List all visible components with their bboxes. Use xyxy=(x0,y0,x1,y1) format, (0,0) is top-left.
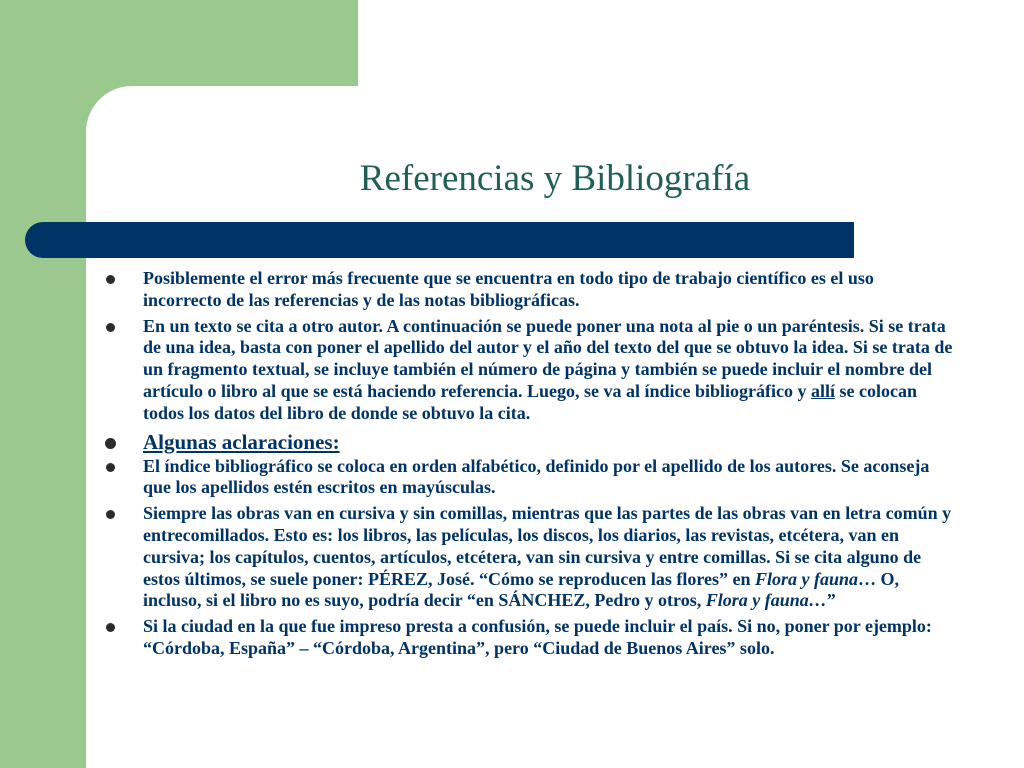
bullet-item-common-error xyxy=(104,268,954,312)
bullet-text: El índice bibliográfico se coloca en orden alfabético, definido por el apellido de los autores. Se aconseja que los apellidos estén escritos en mayúsculas. xyxy=(143,455,930,498)
bullet-text-part2: … O, incluso, si el libro no es suyo, podría decir “en SÁNCHEZ, Pedro y otros, xyxy=(143,568,900,611)
bullet-item-citing-author xyxy=(104,316,954,425)
title-underline-bar xyxy=(25,222,854,258)
italic-book-title-2: Flora y fauna… xyxy=(705,590,827,611)
alli-link[interactable]: allí xyxy=(810,380,835,401)
bullet-dot-icon xyxy=(106,275,115,284)
bullet-dot-icon xyxy=(106,623,115,632)
bullet-item-clarifications-heading xyxy=(104,429,954,455)
bullet-dot-icon xyxy=(106,463,115,472)
bullet-item-city-country xyxy=(104,616,954,660)
bullet-text-part3: ” xyxy=(826,590,836,611)
bullet-text-part1: Siempre las obras van en cursiva y sin comillas, mientras que las partes de las obras van en letra común y entrecomillados. Esto es: los libros, las películas, los discos, los diarios, las revistas, etcétera, van en cursiva; los capítulos, cuentos, artículos, etcétera, van sin cursiva y entre comillas. Si se cita alguno de estos últimos, se suele poner: PÉREZ, José. “Cómo se reproducen las flores” en xyxy=(143,503,952,589)
bullet-dot-icon xyxy=(106,323,115,332)
bullet-dot-icon xyxy=(105,438,116,449)
bullet-text: Si la ciudad en la que fue impreso presta a confusión, se puede incluir el país. Si no, poner por ejemplo: “Córdoba, España” – “Córdoba, Argentina”, pero “Ciudad de Buenos Aires” solo. xyxy=(143,616,932,658)
italic-book-title: Flora y fauna xyxy=(754,568,859,589)
bullet-text-after-link: se colocan todos los datos del libro de donde se obtuvo la cita. xyxy=(143,380,917,423)
bullet-item-alphabetical-index xyxy=(104,456,954,500)
bullet-list xyxy=(104,268,954,664)
clarifications-heading: Algunas aclaraciones: xyxy=(143,429,340,454)
bullet-text: Posiblemente el error más frecuente que se encuentra en todo tipo de trabajo científico es el uso incorrecto de las referencias y de las notas bibliográficas. xyxy=(143,268,874,310)
slide-title: Referencias y Bibliografía xyxy=(359,158,751,199)
bullet-dot-icon xyxy=(106,510,115,519)
bullet-text-before-link: En un texto se cita a otro autor. A continuación se puede poner una nota al pie o un paréntesis. Si se trata de una idea, basta con poner el apellido del autor y el año del texto del que se obtuvo la idea. Si se trata de un fragmento textual, se incluye también el número de página y también se puede incluir el nombre del artículo o libro al que se está haciendo referencia. Luego, se va al índice bibliográfico y xyxy=(143,315,953,401)
bullet-item-italics-rule xyxy=(104,503,954,612)
